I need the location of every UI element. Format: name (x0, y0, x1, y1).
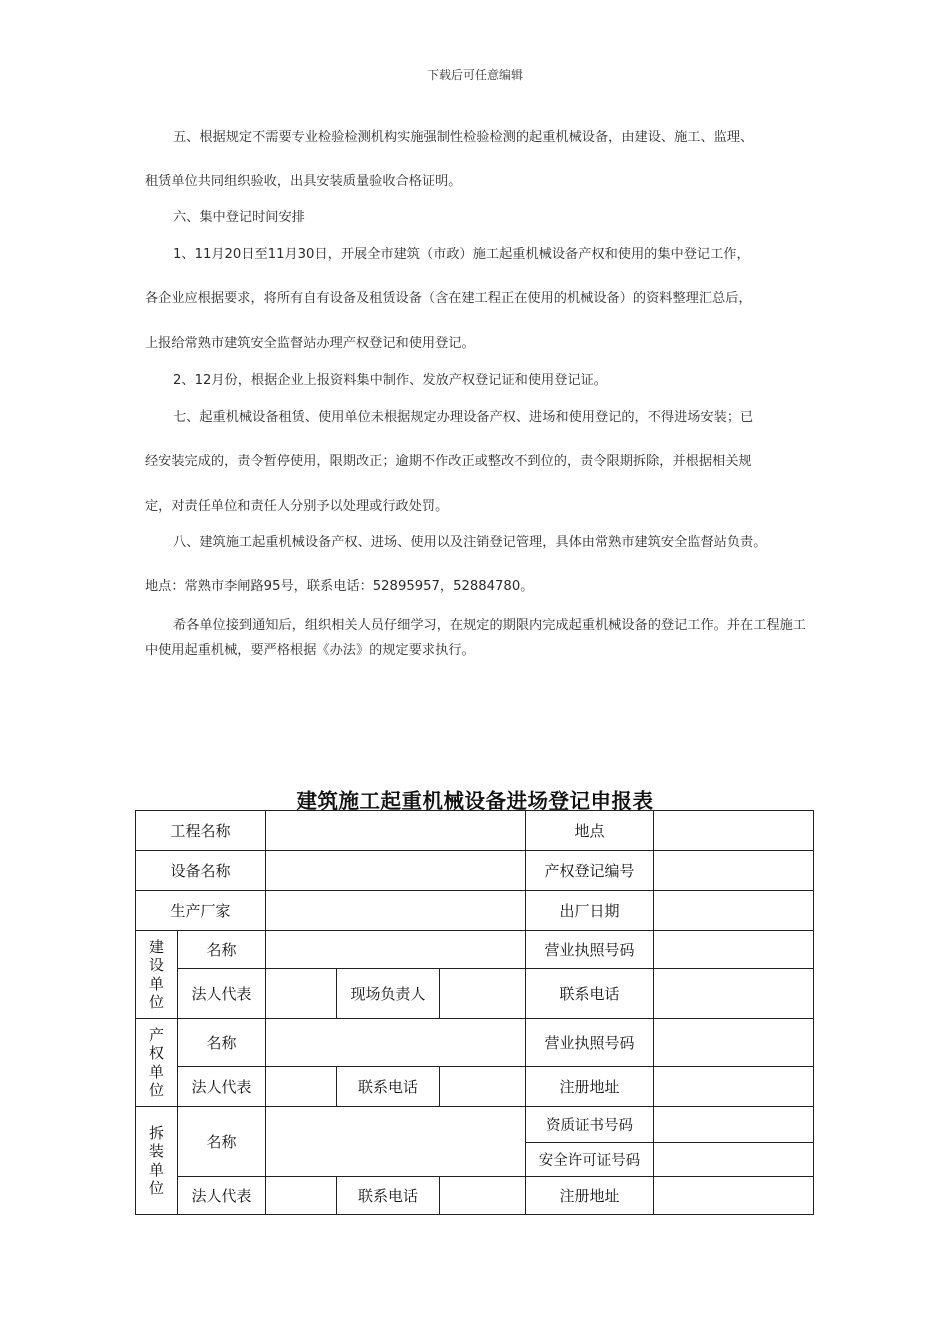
project-name-label: 工程名称 (136, 811, 266, 851)
dismantle-unit-label: 拆装单位 (136, 1107, 178, 1215)
row-construction-name (136, 931, 814, 969)
property-address-field[interactable] (654, 1067, 814, 1107)
dismantle-name-field[interactable] (266, 1107, 526, 1177)
construction-phone-field[interactable] (654, 969, 814, 1019)
safety-permit-label: 安全许可证号码 (526, 1143, 654, 1177)
address-line: 地点：常熟市李闸路95号，联系电话：52895957，52884780。 (145, 579, 534, 594)
site-manager-label: 现场负责人 (337, 969, 440, 1019)
paragraph-6-1-line-2: 各企业应根据要求，将所有自有设备及租赁设备（含在建工程正在使用的机械设备）的资料整理汇总后， (145, 291, 752, 306)
property-name-label: 名称 (178, 1019, 266, 1067)
equipment-name-field[interactable] (266, 851, 526, 891)
property-legal-rep-label: 法人代表 (178, 1067, 266, 1107)
property-reg-no-label: 产权登记编号 (526, 851, 654, 891)
paragraph-6-heading: 六、集中登记时间安排 (173, 210, 305, 225)
paragraph-7-line-1: 七、起重机械设备租赁、使用单位未根据规定办理设备产权、进场和使用登记的，不得进场安装；已 (173, 410, 754, 425)
safety-permit-field[interactable] (654, 1143, 814, 1177)
qualification-cert-label: 资质证书号码 (526, 1107, 654, 1143)
construction-legal-rep-label: 法人代表 (178, 969, 266, 1019)
row-manufacturer (136, 891, 814, 931)
paragraph-8: 八、建筑施工起重机械设备产权、进场、使用以及注销登记管理，具体由常熟市建筑安全监督站负责。 (173, 535, 767, 550)
construction-unit-label: 建设单位 (136, 931, 178, 1019)
row-equipment (136, 851, 814, 891)
location-field[interactable] (654, 811, 814, 851)
paragraph-6-2: 2、12月份，根据企业上报资料集中制作、发放产权登记证和使用登记证。 (173, 373, 607, 388)
paragraph-7-line-3: 定，对责任单位和责任人分别予以处理或行政处罚。 (145, 499, 449, 514)
header-note: 下载后可任意编辑 (426, 68, 523, 82)
manufacturer-field[interactable] (266, 891, 526, 931)
construction-name-field[interactable] (266, 931, 526, 969)
dismantle-legal-rep-label: 法人代表 (178, 1177, 266, 1215)
property-phone-label: 联系电话 (337, 1067, 440, 1107)
row-project (136, 811, 814, 851)
property-license-label: 营业执照号码 (526, 1019, 654, 1067)
construction-name-label: 名称 (178, 931, 266, 969)
paragraph-5-line-1: 五、根据规定不需要专业检验检测机构实施强制性检验检测的起重机械设备，由建设、施工、监理、 (173, 130, 754, 145)
construction-license-field[interactable] (654, 931, 814, 969)
site-manager-field[interactable] (440, 969, 526, 1019)
dismantle-legal-rep-field[interactable] (266, 1177, 337, 1215)
qualification-cert-field[interactable] (654, 1107, 814, 1143)
row-dismantle-name-1 (136, 1107, 814, 1143)
form-title: 建筑施工起重机械设备进场登记申报表 (296, 789, 654, 813)
paragraph-7-line-2: 经安装完成的，责令暂停使用，限期改正；逾期不作改正或整改不到位的，责令限期拆除，并根据相关规 (145, 454, 752, 469)
row-construction-legal (136, 969, 814, 1019)
property-reg-no-field[interactable] (654, 851, 814, 891)
dismantle-phone-label: 联系电话 (337, 1177, 440, 1215)
construction-phone-label: 联系电话 (526, 969, 654, 1019)
property-name-field[interactable] (266, 1019, 526, 1067)
dismantle-address-field[interactable] (654, 1177, 814, 1215)
dismantle-name-label: 名称 (178, 1107, 266, 1177)
paragraph-6-1-line-1: 1、11月20日至11月30日，开展全市建筑（市政）施工起重机械设备产权和使用的集中登记工作， (173, 247, 750, 262)
equipment-name-label: 设备名称 (136, 851, 266, 891)
row-dismantle-legal (136, 1177, 814, 1215)
property-phone-field[interactable] (440, 1067, 526, 1107)
dismantle-phone-field[interactable] (440, 1177, 526, 1215)
property-unit-label: 产权单位 (136, 1019, 178, 1107)
construction-license-label: 营业执照号码 (526, 931, 654, 969)
factory-date-label: 出厂日期 (526, 891, 654, 931)
property-address-label: 注册地址 (526, 1067, 654, 1107)
construction-legal-rep-field[interactable] (266, 969, 337, 1019)
registration-form-table (135, 810, 814, 1215)
factory-date-field[interactable] (654, 891, 814, 931)
location-label: 地点 (526, 811, 654, 851)
paragraph-6-1-line-3: 上报给常熟市建筑安全监督站办理产权登记和使用登记。 (145, 336, 475, 351)
property-license-field[interactable] (654, 1019, 814, 1067)
dismantle-address-label: 注册地址 (526, 1177, 654, 1215)
closing-paragraph: 希各单位接到通知后，组织相关人员仔细学习，在规定的期限内完成起重机械设备的登记工作。并在工程施工中使用起重机械，要严格根据《办法》的规定要求执行。 (145, 618, 806, 658)
row-property-legal (136, 1067, 814, 1107)
manufacturer-label: 生产厂家 (136, 891, 266, 931)
row-property-name (136, 1019, 814, 1067)
project-name-field[interactable] (266, 811, 526, 851)
paragraph-5-line-2: 租赁单位共同组织验收，出具安装质量验收合格证明。 (145, 174, 462, 189)
property-legal-rep-field[interactable] (266, 1067, 337, 1107)
